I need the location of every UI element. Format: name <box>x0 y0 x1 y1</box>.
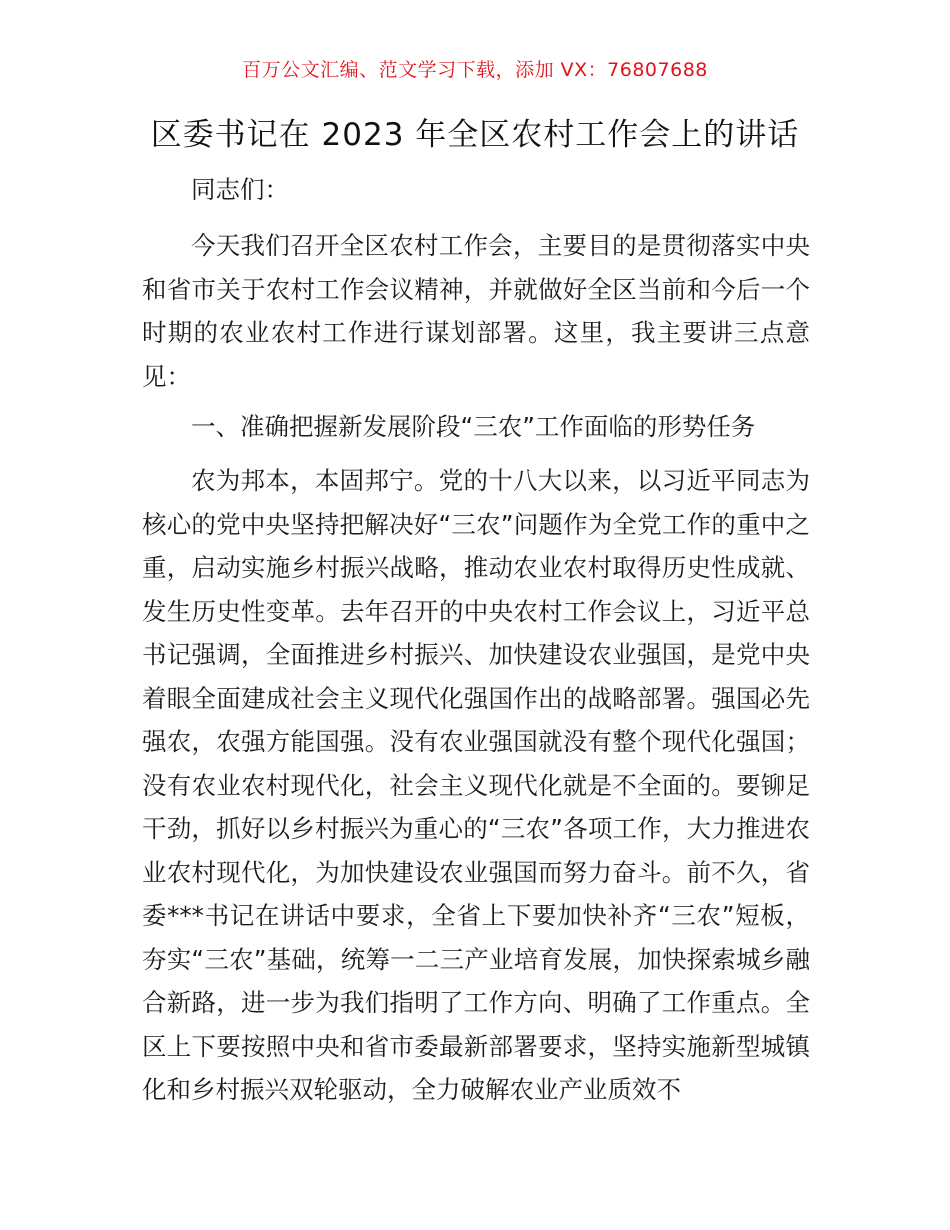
paragraph-text: 今天我们召开全区农村工作会，主要目的是贯彻落实中央和省市关于农村工作会议精神，并就做好全区当前和今后一个时期的农业农村工作进行谋划部署。这里，我主要讲三点意见： <box>142 231 810 391</box>
paragraph-intro <box>142 224 810 398</box>
section-heading-text: 一、准确把握新发展阶段“三农”工作面临的形势任务 <box>191 412 756 441</box>
salutation-text: 同志们： <box>191 175 289 204</box>
paragraph-text: 农为邦本，本固邦宁。党的十八大以来，以习近平同志为核心的党中央坚持把解决好“三农”问题作为全党工作的重中之重，启动实施乡村振兴战略，推动农业农村取得历史性成就、发生历史性变革。去年召开的中央农村工作会议上，习近平总书记强调，全面推进乡村振兴、加快建设农业强国，是党中央着眼全面建成社会主义现代化强国作出的战略部署。强国必先强农，农强方能国强。没有农业强国就没有整个现代化强国；没有农业农村现代化，社会主义现代化就是不全面的。要铆足干劲，抓好以乡村振兴为重心的“三农”各项工作，大力推进农业农村现代化，为加快建设农业强国而努力奋斗。前不久，省委***书记在讲话中要求，全省上下要加快补齐“三农”短板，夯实“三农”基础，统筹一二三产业培育发展，加快探索城乡融合新路，进一步为我们指明了工作方向、明确了工作重点。全区上下要按照中央和省市委最新部署要求，坚持实施新型城镇化和乡村振兴双轮驱动，全力破解农业产业质效不 <box>142 466 810 1104</box>
paragraph-section-1-body <box>142 459 810 1112</box>
document-title: 区委书记在 2023 年全区农村工作会上的讲话 <box>150 117 800 153</box>
salutation <box>142 168 810 212</box>
section-heading-1 <box>142 405 810 449</box>
header-watermark-note: 百万公文汇编、范文学习下载，添加 VX：76807688 <box>242 59 708 81</box>
